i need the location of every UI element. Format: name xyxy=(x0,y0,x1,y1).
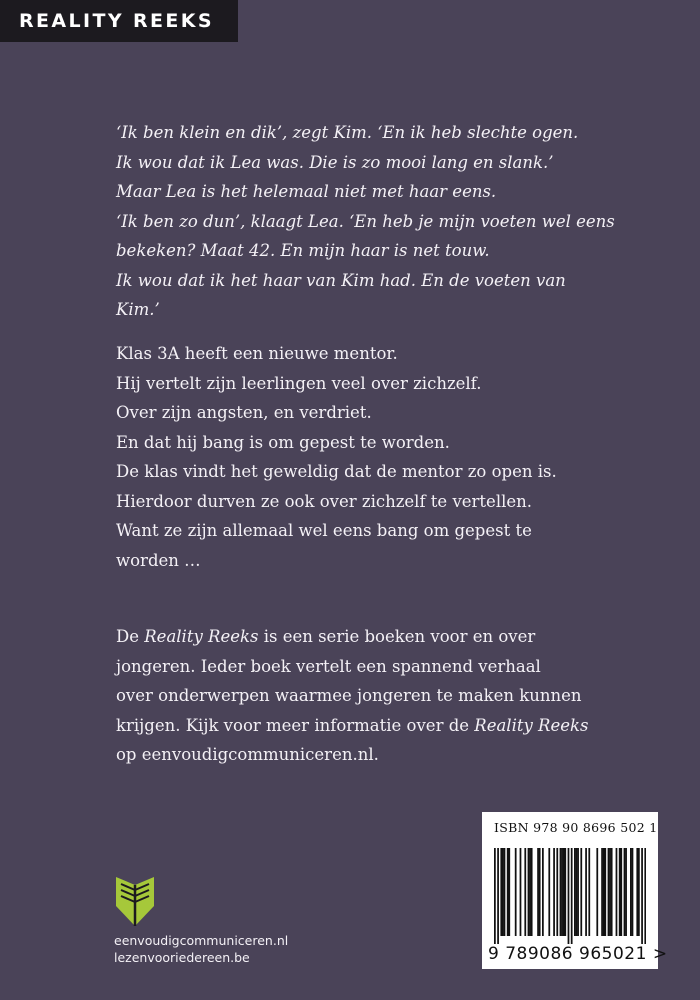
barcode-bar xyxy=(619,848,621,936)
publisher-urls xyxy=(114,932,288,966)
info-text: is een serie boeken voor en over xyxy=(258,627,536,646)
summary-line: Hij vertelt zijn leerlingen veel over zichzelf. xyxy=(116,373,482,393)
barcode-bar xyxy=(585,848,587,936)
barcode-bar xyxy=(556,848,558,936)
barcode-bar xyxy=(571,848,573,944)
barcode-bar xyxy=(529,848,531,936)
barcode-bar xyxy=(500,848,502,936)
barcode-bar xyxy=(625,848,627,936)
quote-line: Kim.’ xyxy=(116,300,160,319)
info-line: jongeren. Ieder boek vertelt een spannend verhaal xyxy=(116,656,541,676)
summary-line: Klas 3A heeft een nieuwe mentor. xyxy=(116,344,398,363)
quote-line: Maar Lea is het helemaal niet met haar eens. xyxy=(116,182,497,201)
series-title-tab: REALITY REEKS xyxy=(0,0,238,42)
summary-line: De klas vindt het geweldig dat de mentor zo open is. xyxy=(116,462,557,481)
barcode-bar xyxy=(644,848,646,944)
info-line xyxy=(116,622,586,652)
barcode-bar xyxy=(601,848,603,936)
barcode-bar xyxy=(603,848,605,936)
barcode-bar xyxy=(561,848,563,936)
summary-line: Want ze zijn allemaal wel eens bang om gepest te xyxy=(116,521,532,540)
barcode-bar xyxy=(574,848,576,936)
story-summary xyxy=(116,339,586,575)
series-name: Reality Reeks xyxy=(144,627,259,646)
back-cover-quote xyxy=(116,118,615,325)
quote-line: Ik wou dat ik Lea was. Die is zo mooi lang en slank.’ xyxy=(116,152,554,172)
barcode-bar xyxy=(641,848,643,944)
quote-line: Ik wou dat ik het haar van Kim had. En de voeten van xyxy=(116,270,566,290)
barcode-bar xyxy=(577,848,579,936)
barcode-bar xyxy=(609,848,611,936)
series-name: Reality Reeks xyxy=(474,715,589,735)
barcode-bar xyxy=(502,848,504,936)
quote-line: ‘Ik ben zo dun’, klaagt Lea. ‘En heb je mijn voeten wel eens xyxy=(116,211,615,231)
summary-line: En dat hij bang is om gepest te worden. xyxy=(116,432,450,452)
info-text: De xyxy=(116,627,145,646)
summary-line: worden … xyxy=(116,550,201,570)
info-line: over onderwerpen waarmee jongeren te maken kunnen xyxy=(116,686,582,705)
barcode-bar xyxy=(588,848,590,936)
barcode-bar xyxy=(620,848,622,936)
barcode-bar xyxy=(563,848,565,936)
barcode-bar xyxy=(638,848,640,936)
quote-line: bekeken? Maat 42. En mijn haar is net touw. xyxy=(116,241,490,260)
barcode-bar xyxy=(553,848,555,936)
barcode-bar xyxy=(494,848,496,944)
barcode-bar xyxy=(539,848,541,936)
barcode-bar xyxy=(630,848,632,936)
barcode-bar xyxy=(504,848,506,936)
info-line xyxy=(116,711,589,741)
barcode-bar xyxy=(520,848,522,936)
barcode-image xyxy=(494,848,646,944)
summary-line: Over zijn angsten, en verdriet. xyxy=(116,403,372,422)
barcode-bar xyxy=(564,848,566,936)
barcode-bar xyxy=(537,848,539,936)
barcode-bar xyxy=(636,848,638,936)
quote-line: ‘Ik ben klein en dik’, zegt Kim. ‘En ik heb slechte ogen. xyxy=(116,123,579,142)
info-text: krijgen. Kijk voor meer informatie over de xyxy=(116,715,475,735)
book-shield-logo-icon xyxy=(114,872,156,928)
barcode-bar xyxy=(542,848,544,936)
barcode-bar xyxy=(608,848,610,936)
barcode-bar xyxy=(508,848,510,936)
barcode-bar xyxy=(515,848,517,936)
info-line: op eenvoudigcommuniceren.nl. xyxy=(116,745,379,764)
barcode-bar xyxy=(611,848,613,936)
barcode-bar xyxy=(616,848,618,936)
series-info xyxy=(116,622,589,770)
isbn-number: ISBN 978 90 8696 502 1 xyxy=(494,820,658,835)
barcode-bar xyxy=(632,848,634,936)
barcode-bar xyxy=(624,848,626,936)
barcode-bar xyxy=(560,848,562,936)
barcode-bar xyxy=(604,848,606,936)
ean-digits: 9 789086 965021 > xyxy=(488,944,668,964)
barcode-bar xyxy=(568,848,570,944)
barcode-panel xyxy=(482,812,668,969)
barcode-bar xyxy=(531,848,533,936)
barcode-bar xyxy=(497,848,499,944)
barcode-bar xyxy=(576,848,578,936)
barcode-bar xyxy=(580,848,582,936)
publisher-url: eenvoudigcommuniceren.nl xyxy=(114,933,289,948)
summary-line: Hierdoor durven ze ook over zichzelf te vertellen. xyxy=(116,491,533,511)
barcode-bar xyxy=(524,848,526,936)
barcode-bar xyxy=(507,848,509,936)
barcode-bar xyxy=(596,848,598,936)
barcode-bar xyxy=(528,848,530,936)
barcode-bar xyxy=(548,848,550,936)
publisher-url: lezenvooriedereen.be xyxy=(114,950,250,965)
